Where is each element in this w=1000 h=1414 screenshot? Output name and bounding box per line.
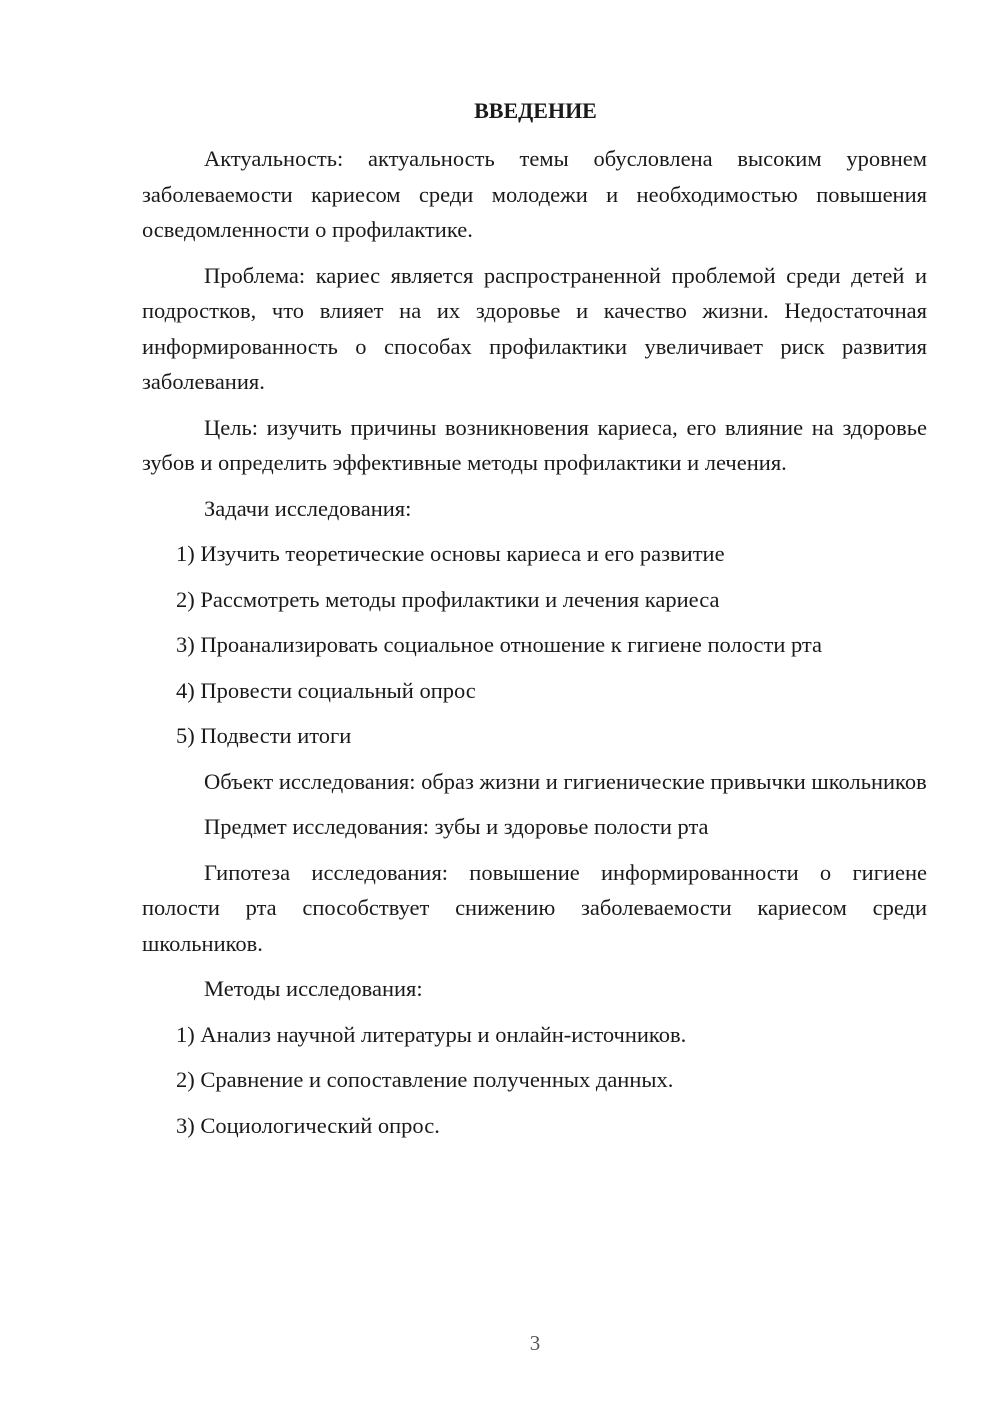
page-number: 3 [529, 1331, 541, 1355]
task-item: 3) Проанализировать социальное отношение к гигиене полости рта [176, 632, 823, 657]
problem-paragraph: Проблема: кариес является распространенной проблемой среди детей и подростков, что влияет на их здоровье и качество жизни. Недостаточная информированность о способах профилактики увеличивает риск развития заболевания. [142, 262, 927, 394]
section-heading: ВВЕДЕНИЕ [474, 98, 597, 123]
object-paragraph: Объект исследования: образ жизни и гигиенические привычки школьников [204, 768, 927, 794]
task-item: 1) Изучить теоретические основы кариеса и его развитие [176, 541, 725, 566]
method-item: 1) Анализ научной литературы и онлайн-источников. [176, 1021, 687, 1047]
task-item: 4) Провести социальный опрос [176, 677, 476, 703]
method-item: 2) Сравнение и сопоставление полученных данных. [176, 1067, 674, 1092]
goal-paragraph: Цель: изучить причины возникновения кариеса, его влияние на здоровье зубов и определить эффективные методы профилактики и лечения. [142, 414, 927, 475]
tasks-title: Задачи исследования: [204, 495, 412, 521]
relevance-paragraph: Актуальность: актуальность темы обусловлена высоким уровнем заболеваемости кариесом среди молодежи и необходимостью повышения осведомленности о профилактике. [142, 146, 927, 242]
methods-title: Методы исследования: [204, 976, 423, 1001]
task-item: 5) Подвести итоги [176, 723, 352, 748]
hypothesis-paragraph: Гипотеза исследования: повышение информированности о гигиене полости рта способствует снижению заболеваемости кариесом среди школьников. [142, 859, 927, 956]
subject-paragraph: Предмет исследования: зубы и здоровье полости рта [204, 814, 709, 839]
task-item: 2) Рассмотреть методы профилактики и лечения кариеса [176, 586, 720, 612]
method-item: 3) Социологический опрос. [176, 1112, 440, 1138]
document-body [142, 94, 927, 1153]
